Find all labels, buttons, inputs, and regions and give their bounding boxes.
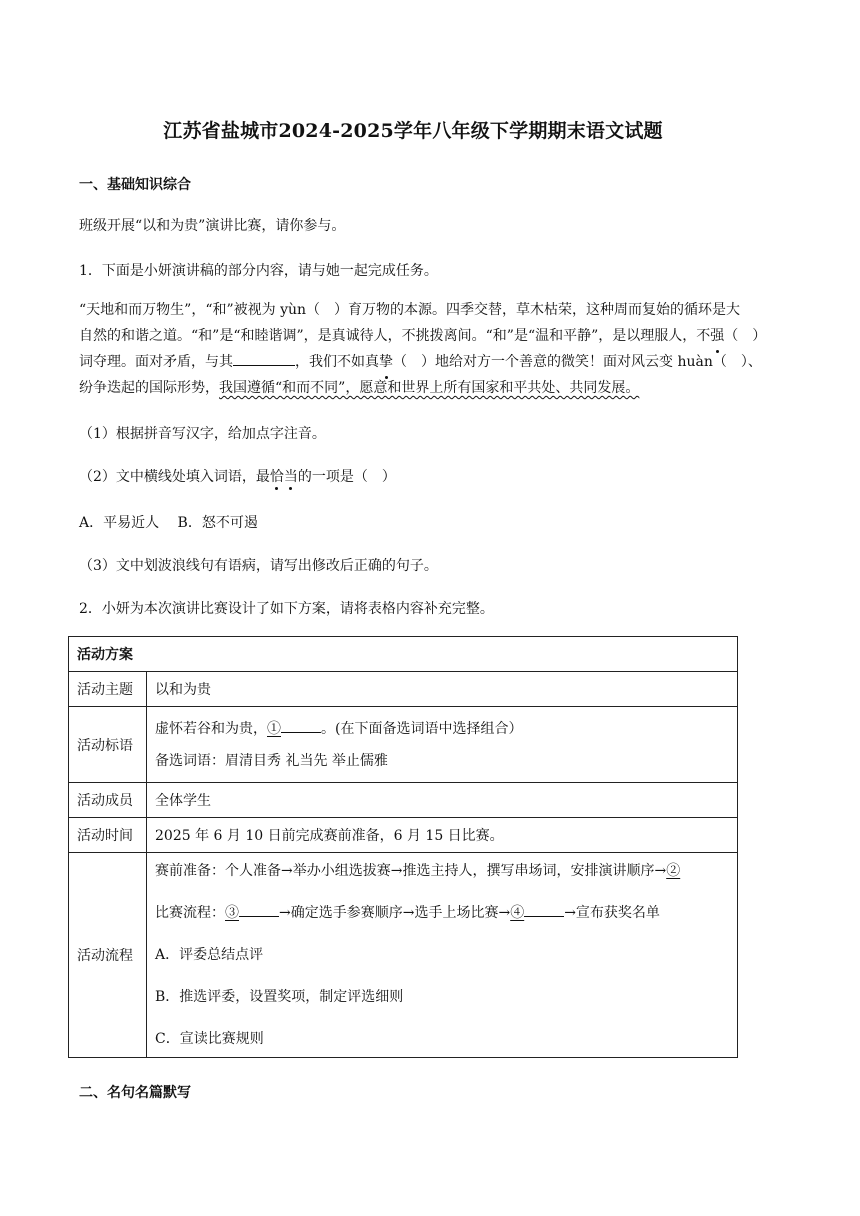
- question-1-prompt: 1．下面是小妍演讲稿的部分内容，请与她一起完成任务。: [79, 263, 438, 279]
- section-heading-famous-lines: 二、名句名篇默写: [79, 1085, 191, 1101]
- slogan-line: [155, 718, 729, 740]
- label-members: 活动成员: [69, 783, 147, 818]
- question-2-prompt: 2．小妍为本次演讲比赛设计了如下方案，请将表格内容补充完整。: [79, 601, 494, 617]
- blank-marker-4: ④: [510, 905, 525, 921]
- table-header: 活动方案: [69, 637, 738, 672]
- passage-line-4: [79, 375, 784, 401]
- passage-line-3-text-b: ，我们不如真: [295, 354, 379, 370]
- answer-blank-paren: （ ）: [724, 328, 767, 344]
- sub-question-3: （3）文中划波浪线句有语病，请写出修改后正确的句子。: [79, 558, 438, 574]
- passage-line-3: [79, 349, 784, 375]
- process-text-a: 比赛流程：: [155, 905, 225, 921]
- process-option-a: A．评委总结点评: [155, 947, 264, 963]
- wavy-underlined-sentence: 我国遵循“和而不同”，愿意和世界上所有国家和平共处、共同发展。: [219, 380, 640, 396]
- dotted-char-zhi: 挚: [379, 349, 393, 375]
- value-process: [147, 853, 738, 1058]
- passage-line-2-text: 自然的和谐之道。“和”是“和睦谐调”，是真诚待人，不挑拨离间。“和”是“温和平静”，是以理服人，不: [79, 328, 711, 344]
- label-time: 活动时间: [69, 818, 147, 853]
- sub-question-1: （1）根据拼音写汉字，给加点字注音。: [79, 426, 326, 442]
- sub-question-2-text-b: 的一项是（ ）: [297, 469, 396, 485]
- fill-in-blank-line[interactable]: [233, 353, 295, 366]
- dotted-char-qiang: 强: [710, 323, 724, 349]
- value-time: 2025 年 6 月 10 日前完成赛前准备，6 月 15 日比赛。: [147, 818, 738, 853]
- slogan-text: 虚怀若谷和为贵，: [155, 720, 267, 737]
- slogan-instruction: 。(在下面备选词语中选择组合）: [321, 720, 523, 737]
- prep-line: [155, 860, 729, 882]
- sub-question-2-options: A．平易近人 B．怒不可遏: [79, 515, 258, 531]
- label-slogan: 活动标语: [69, 707, 147, 783]
- passage-line-1: “天地和而万物生”，“和”被视为 yùn（ ）育万物的本源。四季交替，草木枯荣，这种周而复始的循环是大: [79, 302, 741, 318]
- dotted-char-dang: 当: [284, 466, 298, 486]
- fill-in-blank-4[interactable]: [524, 904, 564, 917]
- process-option-c: C．宣读比赛规则: [155, 1031, 264, 1047]
- candidate-words: 备选词语：眉清目秀 礼当先 举止儒雅: [155, 752, 388, 769]
- speech-passage: [79, 297, 784, 401]
- activity-plan-table: [68, 636, 738, 1058]
- passage-line-2: [79, 323, 784, 349]
- label-process: 活动流程: [69, 853, 147, 1058]
- page-title: 江苏省盐城市2024-2025学年八年级下学期期末语文试题: [163, 120, 663, 142]
- value-members: 全体学生: [147, 783, 738, 818]
- dotted-char-qia: 恰: [270, 466, 284, 486]
- label-theme: 活动主题: [69, 672, 147, 707]
- sub-question-2-text-a: （2）文中横线处填入词语，最: [79, 469, 270, 485]
- blank-marker-3: ③: [225, 905, 239, 921]
- sub-question-2: [79, 466, 396, 486]
- value-slogan: [147, 707, 738, 783]
- value-theme: 以和为贵: [147, 672, 738, 707]
- activity-intro: 班级开展“以和为贵”演讲比赛，请你参与。: [79, 218, 346, 234]
- passage-line-4-text: 纷争迭起的国际形势，: [79, 380, 219, 396]
- fill-in-blank-3[interactable]: [239, 904, 279, 917]
- process-line: [155, 902, 729, 924]
- passage-line-3-text-a: 词夺理。面对矛盾，与其: [79, 354, 233, 370]
- blank-marker-2: ②: [666, 863, 681, 879]
- fill-in-blank-1[interactable]: [281, 720, 321, 733]
- process-text-c: →宣布获奖名单: [564, 905, 660, 921]
- process-option-b: B．推选评委，设置奖项，制定评选细则: [155, 989, 404, 1005]
- prep-text: 赛前准备：个人准备→举办小组选拔赛→推选主持人，撰写串场词，安排演讲顺序→: [155, 863, 667, 879]
- process-text-b: →确定选手参赛顺序→选手上场比赛→: [279, 905, 511, 921]
- passage-line-3-text-c: （ ）地给对方一个善意的微笑！面对风云变 huàn（ ）、: [393, 354, 762, 370]
- blank-marker-1: ①: [267, 720, 281, 737]
- section-heading-basic-knowledge: 一、基础知识综合: [79, 177, 191, 193]
